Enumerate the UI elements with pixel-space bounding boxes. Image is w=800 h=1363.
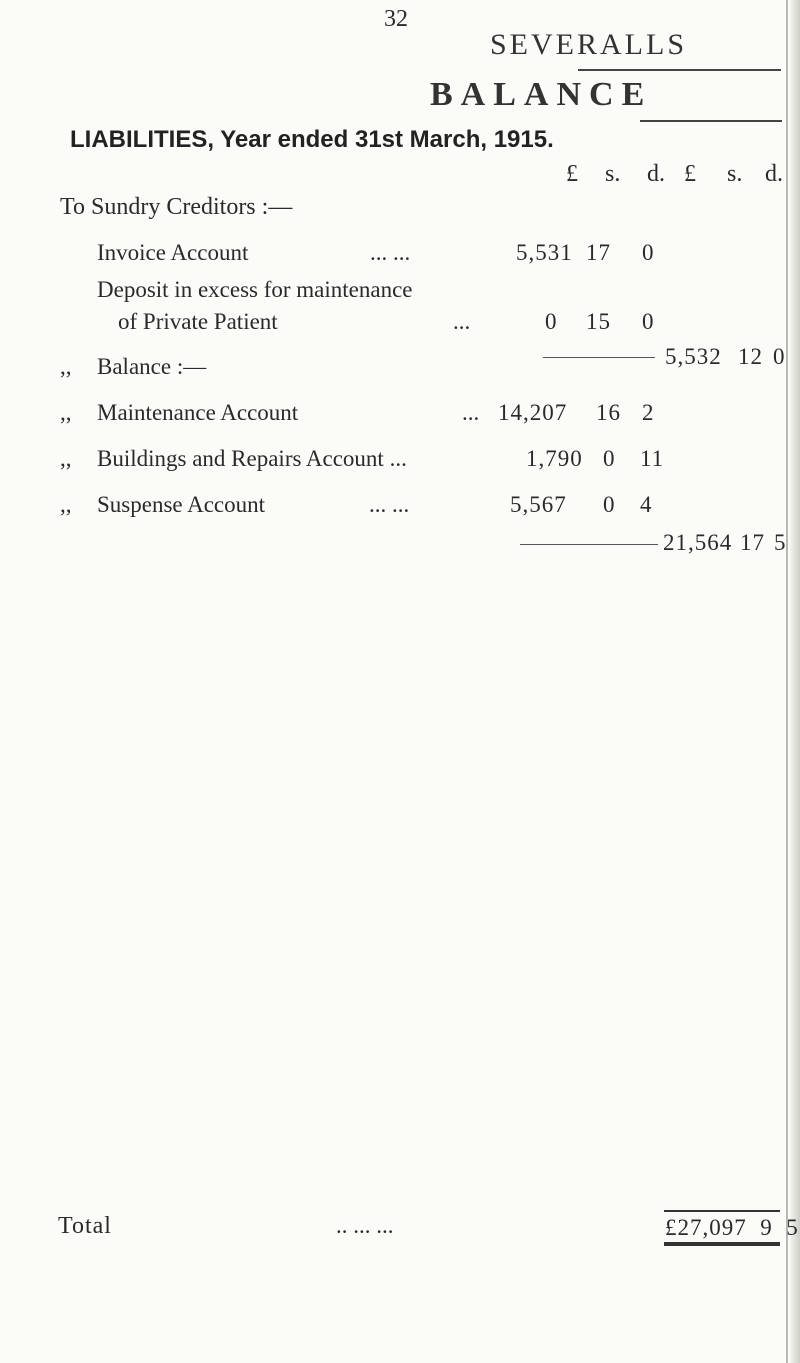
creditors-subtotal-pounds: 5,532: [665, 344, 722, 369]
row-shillings: 0: [603, 492, 616, 517]
row-shillings: 16: [596, 400, 621, 425]
creditors-subtotal-pence: 0: [773, 344, 786, 369]
balance-rule: [520, 544, 658, 545]
balance-subtotal-pounds: 21,564: [663, 530, 733, 555]
row-pence: 4: [640, 492, 653, 517]
title-rule-2: [640, 120, 782, 122]
row-pounds: 0: [545, 309, 558, 334]
section-heading: LIABILITIES, Year ended 31st March, 1915.: [70, 126, 554, 153]
row-leader: ... ...: [370, 240, 411, 265]
creditors-subtotal-shillings: 12: [738, 344, 763, 369]
sundry-creditors-label: To Sundry Creditors :—: [60, 194, 293, 220]
row-pounds: 14,207: [498, 400, 568, 425]
col-header-shillings-1: s.: [605, 161, 621, 187]
balance-subtotal-pence: 5: [774, 530, 787, 555]
row-leader: ... ...: [369, 492, 410, 517]
row-shillings: 0: [603, 446, 616, 471]
row-pounds: 5,531: [516, 240, 573, 265]
row-prefix: ,,: [60, 492, 72, 517]
row-leader: ...: [462, 400, 480, 425]
row-prefix: ,,: [60, 400, 72, 425]
row-label: Suspense Account: [97, 492, 266, 517]
row-label: Buildings and Repairs Account ...: [97, 446, 407, 471]
subtotal-rule: [543, 357, 655, 358]
row-label-line1: Deposit in excess for maintenance: [97, 277, 413, 302]
row-label: Invoice Account: [97, 240, 249, 265]
balance-subtotal-shillings: 17: [740, 530, 765, 555]
balance-label: Balance :—: [97, 354, 207, 379]
row-pence: 11: [640, 446, 665, 471]
total-value: £27,097 9 5: [665, 1215, 799, 1240]
col-header-pence-2: d.: [765, 161, 783, 187]
row-pounds: 1,790: [526, 446, 583, 471]
page-edge: [790, 0, 800, 1363]
title-severalls: SEVERALLS: [490, 28, 688, 61]
row-shillings: 15: [586, 309, 611, 334]
row-pence: 2: [642, 400, 655, 425]
row-pounds: 5,567: [510, 492, 567, 517]
row-label-line2: of Private Patient: [118, 309, 278, 334]
row-label: Maintenance Account: [97, 400, 299, 425]
col-header-pounds-1: £: [566, 161, 578, 187]
title-rule-1: [578, 69, 781, 71]
balance-prefix: ,,: [60, 354, 72, 379]
col-header-shillings-2: s.: [727, 161, 743, 187]
total-rule-bottom: [664, 1242, 780, 1246]
total-label: Total: [58, 1213, 112, 1239]
row-leader: ...: [453, 309, 471, 334]
row-prefix: ,,: [60, 446, 72, 471]
total-rule-top: [664, 1210, 780, 1212]
page-edge-line: [786, 0, 788, 1363]
row-shillings: 17: [586, 240, 611, 265]
title-balance: BALANCE: [430, 76, 653, 113]
col-header-pounds-2: £: [684, 161, 696, 187]
row-pence: 0: [642, 309, 655, 334]
page-number: 32: [384, 6, 408, 32]
row-pence: 0: [642, 240, 655, 265]
col-header-pence-1: d.: [647, 161, 665, 187]
total-leader: .. ... ...: [336, 1213, 394, 1238]
